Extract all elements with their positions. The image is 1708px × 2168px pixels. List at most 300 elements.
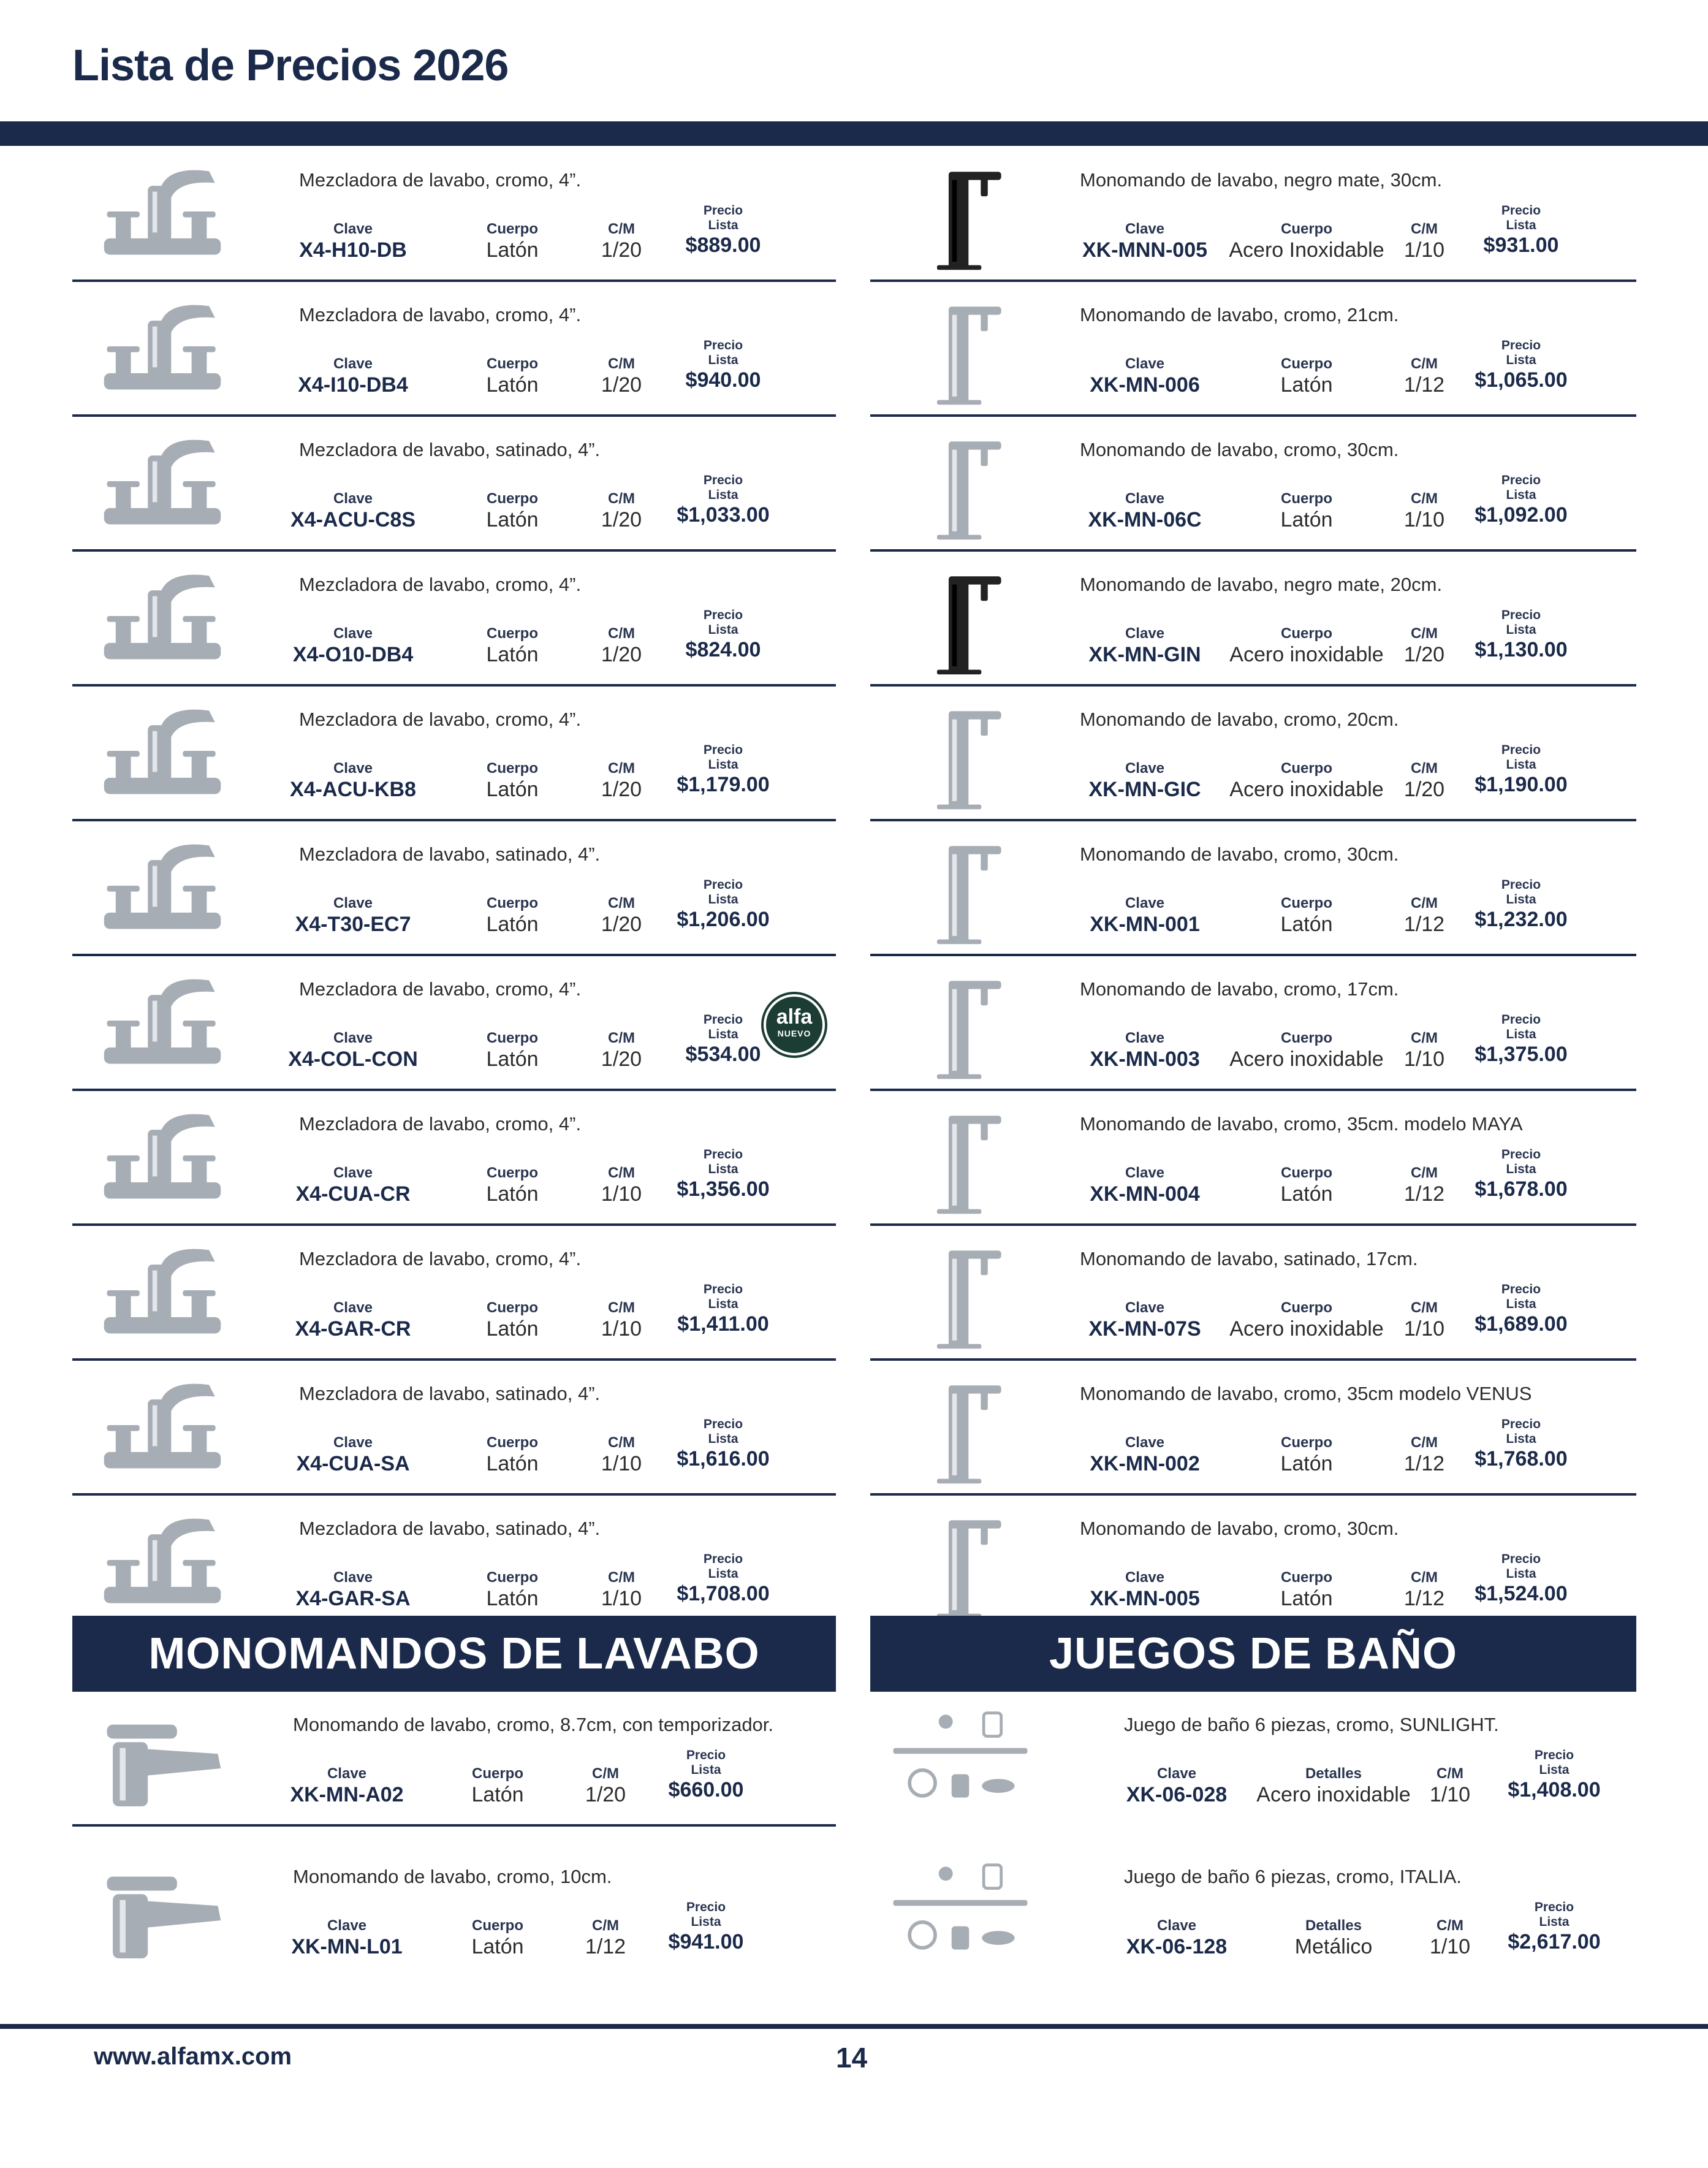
product-body-value: Latón [1280,1452,1333,1475]
product-cm-value: 1/20 [601,778,642,801]
product-description: Juego de baño 6 piezas, cromo, ITALIA. [1124,1866,1462,1887]
product-description: Monomando de lavabo, satinado, 17cm. [1080,1248,1418,1269]
product-code-value: XK-MN-001 [1090,913,1200,936]
product-cm-label: C/M [1411,356,1438,372]
product-code-value: X4-O10-DB4 [292,643,414,666]
product-price-label: Precio [1501,608,1541,622]
product-cm-label: C/M [608,625,635,642]
product-code-label: Clave [1125,625,1165,642]
product-code [1126,1917,1227,1959]
faucet-icon [80,1847,245,1970]
product-body-label: Cuerpo [487,1299,538,1316]
product-price-label-2: Lista [1506,218,1536,232]
section-banner-juegos: JUEGOS DE BAÑO [870,1616,1636,1692]
product-cm-label: C/M [608,221,635,237]
product-body [486,1165,538,1206]
product-row [870,1496,1636,1630]
product-body-label: Cuerpo [1281,1165,1332,1181]
product-cm [1404,1299,1444,1341]
product-cm-label: C/M [1437,1765,1463,1782]
product-row [870,552,1636,687]
product-cm [1404,490,1444,532]
product-price-label-2: Lista [1506,353,1536,367]
product-price-label-2: Lista [1506,623,1536,637]
product-body-label: Cuerpo [1280,1299,1332,1316]
product-price [677,1552,769,1606]
product-code [298,356,408,397]
product-price-value: $534.00 [685,1043,761,1066]
faucet-icon [80,555,245,678]
product-price-label-2: Lista [708,1027,738,1041]
product-price-value: $824.00 [685,638,761,661]
product-body-label: Cuerpo [1281,490,1332,507]
faucet-icon [878,555,1043,678]
product-body-value: Latón [486,778,539,801]
product-body-value: Acero inoxidable [1256,1783,1411,1806]
product-price [1475,743,1567,797]
product-code-label: Clave [333,625,373,642]
product-cm-value: 1/10 [601,1182,642,1206]
product-price-label-2: Lista [708,1162,738,1176]
product-body [486,625,538,667]
product-row [72,687,836,821]
product-cm-label: C/M [608,895,635,911]
product-row [72,282,836,417]
product-code-value: XK-MN-06C [1088,508,1202,531]
product-code-value: XK-MNN-005 [1082,238,1208,262]
faucet-icon [80,1695,245,1818]
product-code [290,1765,403,1807]
product-body-value: Latón [471,1783,524,1806]
product-cm-value: 1/10 [1403,1317,1445,1341]
product-price [677,1417,769,1471]
product-code-label: Clave [327,1765,367,1782]
product-code-label: Clave [333,356,373,372]
product-cm [601,1030,642,1071]
product-code-value: XK-MN-L01 [291,1935,403,1958]
product-body [1229,760,1383,802]
product-description: Monomando de lavabo, negro mate, 30cm. [1080,169,1443,191]
product-body-label: Cuerpo [487,1165,538,1181]
product-price-label-2: Lista [1506,1567,1536,1581]
product-price-value: $1,130.00 [1475,638,1568,661]
product-price [686,1013,761,1067]
product-description: Mezcladora de lavabo, cromo, 4”. [299,1248,582,1269]
product-description: Monomando de lavabo, cromo, 35cm. modelo MAYA [1080,1113,1523,1135]
product-body-value: Latón [1280,1587,1333,1610]
product-description: Monomando de lavabo, cromo, 10cm. [293,1866,612,1887]
product-code-value: X4-T30-EC7 [295,913,411,936]
faucet-icon [878,690,1043,813]
product-row [870,821,1636,956]
product-code-label: Clave [333,221,373,237]
product-code-value: XK-MN-006 [1090,373,1200,397]
product-code [288,1030,418,1071]
product-price [686,338,761,392]
product-row [72,821,836,956]
product-body-value: Acero inoxidable [1229,778,1384,801]
page-number: 14 [836,2042,868,2074]
product-price [1475,1282,1567,1336]
product-cm-value: 1/10 [601,1317,642,1341]
faucet-icon [878,1499,1043,1622]
product-price-value: $1,708.00 [677,1582,770,1605]
product-price-label: Precio [703,1282,743,1296]
product-body-value: Acero Inoxidable [1229,238,1384,262]
product-cm-label: C/M [608,760,635,777]
product-price [677,1282,769,1336]
product-code-value: X4-COL-CON [288,1048,418,1071]
product-price-label: Precio [1534,1748,1574,1762]
product-price [686,203,761,257]
product-cm-value: 1/20 [601,508,642,531]
product-row [870,1091,1636,1226]
product-body [1295,1917,1373,1959]
product-cm [601,1569,642,1611]
product-row [72,956,836,1091]
product-body-label: Cuerpo [487,1434,538,1451]
product-cm-value: 1/20 [601,238,642,262]
product-price [1484,203,1559,257]
product-body-label: Cuerpo [472,1917,523,1934]
product-price [686,608,761,662]
product-row [72,1226,836,1361]
footer-url[interactable]: www.alfamx.com [94,2043,292,2070]
product-code [295,895,411,937]
product-price-value: $889.00 [685,234,761,257]
product-description: Monomando de lavabo, cromo, 21cm. [1080,304,1399,325]
product-body-label: Cuerpo [487,221,538,237]
product-price [1475,473,1567,527]
product-cm-value: 1/12 [1403,1452,1445,1475]
product-price [1475,608,1567,662]
product-description: Monomando de lavabo, cromo, 8.7cm, con temporizador. [293,1714,774,1735]
product-body [486,490,538,532]
product-body-label: Cuerpo [487,1030,538,1046]
product-row [870,1692,1636,1827]
product-body-label: Cuerpo [487,490,538,507]
product-body-value: Latón [1280,1182,1333,1206]
product-price-label-2: Lista [1506,758,1536,772]
faucet-icon [878,420,1043,543]
product-description: Mezcladora de lavabo, cromo, 4”. [299,709,582,730]
product-price [677,473,769,527]
product-price-value: $931.00 [1483,234,1559,257]
product-body-value: Acero inoxidable [1229,1048,1384,1071]
product-price-label: Precio [703,1013,743,1027]
product-price-value: $1,408.00 [1508,1778,1601,1801]
faucet-icon [878,960,1043,1082]
product-price [1508,1900,1600,1954]
product-code [1088,760,1201,802]
product-body-label: Cuerpo [487,760,538,777]
product-price-value: $1,689.00 [1475,1312,1568,1336]
product-price-label: Precio [1501,1552,1541,1566]
product-body-label: Cuerpo [1281,356,1332,372]
product-body [471,1765,523,1807]
product-code-value: X4-ACU-C8S [290,508,416,531]
faucet-icon [80,960,245,1082]
product-description: Monomando de lavabo, cromo, 35cm modelo VENUS [1080,1383,1532,1404]
product-code-value: X4-CUA-CR [295,1182,411,1206]
product-code-label: Clave [333,1030,373,1046]
product-cm-value: 1/10 [1429,1935,1471,1958]
product-row [72,1091,836,1226]
product-description: Monomando de lavabo, cromo, 20cm. [1080,709,1399,730]
product-code-label: Clave [333,490,373,507]
product-price-label-2: Lista [708,1297,738,1311]
faucet-icon [80,1364,245,1487]
product-cm-value: 1/10 [1403,1048,1445,1071]
product-cm-value: 1/20 [601,373,642,397]
product-row [870,956,1636,1091]
new-badge [764,994,825,1055]
product-code [1090,1434,1199,1476]
product-body [486,356,538,397]
product-row [72,1692,836,1827]
product-price-label: Precio [1501,878,1541,892]
product-description: Mezcladora de lavabo, cromo, 4”. [299,1113,582,1135]
faucet-icon [878,1364,1043,1487]
product-cm-label: C/M [1411,1434,1438,1451]
product-body-label: Cuerpo [1280,625,1332,642]
product-row [72,147,836,282]
product-code [290,490,416,532]
faucet-icon [80,1499,245,1622]
product-price-value: $1,524.00 [1475,1582,1568,1605]
product-row [870,417,1636,552]
product-cm-label: C/M [608,1569,635,1586]
product-code [295,1299,411,1341]
product-code-label: Clave [333,1434,373,1451]
product-price-label: Precio [703,1147,743,1162]
product-price-label-2: Lista [1506,892,1536,907]
product-price-value: $1,092.00 [1475,503,1568,527]
product-row [870,1844,1636,1979]
product-row [72,1361,836,1496]
product-price [677,878,769,932]
product-code-label: Clave [1125,490,1165,507]
product-price-label: Precio [703,473,743,487]
product-price-label-2: Lista [708,353,738,367]
product-code [1088,625,1201,667]
product-price-value: $1,768.00 [1475,1447,1568,1470]
product-cm [601,221,642,262]
product-body-value: Latón [486,508,539,531]
product-code [1090,1569,1199,1611]
product-cm-label: C/M [1411,895,1438,911]
product-cm [1404,1434,1444,1476]
product-row [72,1844,836,1979]
product-price-label: Precio [686,1900,726,1914]
product-body-label: Cuerpo [1281,1434,1332,1451]
product-body-value: Latón [486,1452,539,1475]
product-cm-label: C/M [1411,490,1438,507]
faucet-icon [80,690,245,813]
product-cm [1404,1030,1444,1071]
product-price-label: Precio [703,743,743,757]
product-code [296,1165,411,1206]
product-cm-label: C/M [608,356,635,372]
product-code [291,1917,402,1959]
faucet-icon [878,286,1043,408]
product-price-label-2: Lista [708,1567,738,1581]
product-price-label-2: Lista [708,488,738,502]
page-title: Lista de Precios 2026 [72,41,509,90]
product-price-value: $1,356.00 [677,1177,770,1201]
product-code-value: XK-MN-003 [1090,1048,1200,1071]
product-price [1475,1552,1567,1606]
product-description: Mezcladora de lavabo, satinado, 4”. [299,1383,601,1404]
header-bar [0,121,1708,146]
product-code-label: Clave [327,1917,367,1934]
product-code-label: Clave [1125,221,1165,237]
product-price-label-2: Lista [708,623,738,637]
product-body [486,760,538,802]
product-body [486,221,538,262]
product-cm-value: 1/20 [601,1048,642,1071]
product-cm-label: C/M [1411,625,1438,642]
product-body [1229,625,1383,667]
product-body [1280,1165,1332,1206]
product-body-label: Cuerpo [1280,760,1332,777]
product-price-value: $2,617.00 [1508,1930,1601,1953]
product-body [486,1569,538,1611]
product-cm-value: 1/10 [601,1452,642,1475]
product-price-value: $941.00 [668,1930,744,1953]
product-code [1090,895,1199,937]
product-price-label: Precio [703,1552,743,1566]
product-body-value: Acero inoxidable [1229,1317,1384,1341]
product-price [669,1748,744,1802]
product-cm-value: 1/12 [1403,913,1445,936]
product-code-label: Clave [1125,356,1165,372]
product-code-label: Clave [333,1299,373,1316]
product-description: Monomando de lavabo, cromo, 30cm. [1080,843,1399,865]
product-price-label-2: Lista [1506,488,1536,502]
faucet-icon [878,1847,1043,1970]
product-body-value: Latón [486,1587,539,1610]
product-cm [1404,221,1444,262]
product-price-label: Precio [1501,1282,1541,1296]
product-cm-label: C/M [1411,1030,1438,1046]
product-body-value: Latón [1280,913,1333,936]
product-price-label-2: Lista [1506,1027,1536,1041]
product-description: Mezcladora de lavabo, cromo, 4”. [299,169,582,191]
product-row [870,147,1636,282]
product-cm [601,356,642,397]
product-price-label-2: Lista [708,218,738,232]
product-body-value: Latón [471,1935,524,1958]
product-cm-label: C/M [1411,1299,1438,1316]
product-price-label: Precio [1501,338,1541,352]
product-code-value: XK-MN-004 [1090,1182,1200,1206]
product-body-label: Cuerpo [487,356,538,372]
product-price-label: Precio [1501,1147,1541,1162]
product-cm [601,1299,642,1341]
product-cm-label: C/M [592,1765,619,1782]
product-price-value: $1,232.00 [1475,908,1568,931]
product-code [299,221,407,262]
product-price-label: Precio [703,338,743,352]
product-body-value: Latón [486,913,539,936]
product-price-label: Precio [1534,1900,1574,1914]
product-price-label-2: Lista [1506,1432,1536,1446]
product-row [870,687,1636,821]
product-cm-value: 1/10 [1403,508,1445,531]
product-code [1088,1299,1201,1341]
product-code-value: X4-ACU-KB8 [290,778,416,801]
product-cm [601,895,642,937]
product-cm-label: C/M [1411,760,1438,777]
product-cm-value: 1/12 [1403,1587,1445,1610]
product-price-label: Precio [1501,203,1541,218]
product-price-value: $1,411.00 [677,1312,769,1336]
product-body-value: Latón [486,643,539,666]
product-code-value: X4-CUA-SA [296,1452,410,1475]
product-cm [1430,1765,1470,1807]
product-code-label: Clave [333,895,373,911]
section-banner-monomandos: MONOMANDOS DE LAVABO [72,1616,836,1692]
product-code-label: Clave [1156,1765,1197,1782]
product-cm-label: C/M [608,1165,635,1181]
product-cm-value: 1/10 [1429,1783,1471,1806]
product-code [295,1569,410,1611]
product-code-label: Clave [1125,1165,1165,1181]
product-body [1280,1569,1332,1611]
product-body-value: Latón [486,1048,539,1071]
product-cm-value: 1/20 [601,913,642,936]
product-cm [1430,1917,1470,1959]
product-body [1280,895,1332,937]
product-code-label: Clave [333,760,373,777]
product-code [296,1434,409,1476]
product-code-value: X4-GAR-SA [295,1587,411,1610]
product-price-label-2: Lista [691,1915,721,1929]
product-body-label: Cuerpo [1281,895,1332,911]
product-cm-value: 1/12 [585,1935,626,1958]
product-description: Monomando de lavabo, cromo, 17cm. [1080,978,1399,1000]
product-price-value: $660.00 [668,1778,744,1801]
product-body-value: Metálico [1294,1935,1373,1958]
product-cm-label: C/M [608,490,635,507]
product-cm [601,1165,642,1206]
product-code-label: Clave [1125,895,1165,911]
product-price [1475,338,1567,392]
product-price [677,1147,769,1201]
product-code-value: XK-MN-07S [1088,1317,1201,1341]
product-cm [601,760,642,802]
product-cm [1404,625,1444,667]
product-description: Monomando de lavabo, cromo, 30cm. [1080,439,1399,460]
product-price [1475,878,1567,932]
product-description: Juego de baño 6 piezas, cromo, SUNLIGHT. [1124,1714,1499,1735]
product-body-value: Latón [1280,373,1333,397]
product-body-label: Detalles [1305,1765,1362,1782]
product-price-label: Precio [1501,1417,1541,1431]
product-body [486,1030,538,1071]
product-code [293,625,414,667]
footer-rule [0,2024,1708,2029]
product-cm [601,625,642,667]
product-code-label: Clave [1125,1434,1165,1451]
product-code [1126,1765,1227,1807]
product-price-label-2: Lista [708,758,738,772]
product-code-value: XK-06-128 [1126,1935,1228,1958]
product-price-value: $1,065.00 [1475,368,1568,392]
product-cm-label: C/M [1437,1917,1463,1934]
product-price [1475,1013,1567,1067]
